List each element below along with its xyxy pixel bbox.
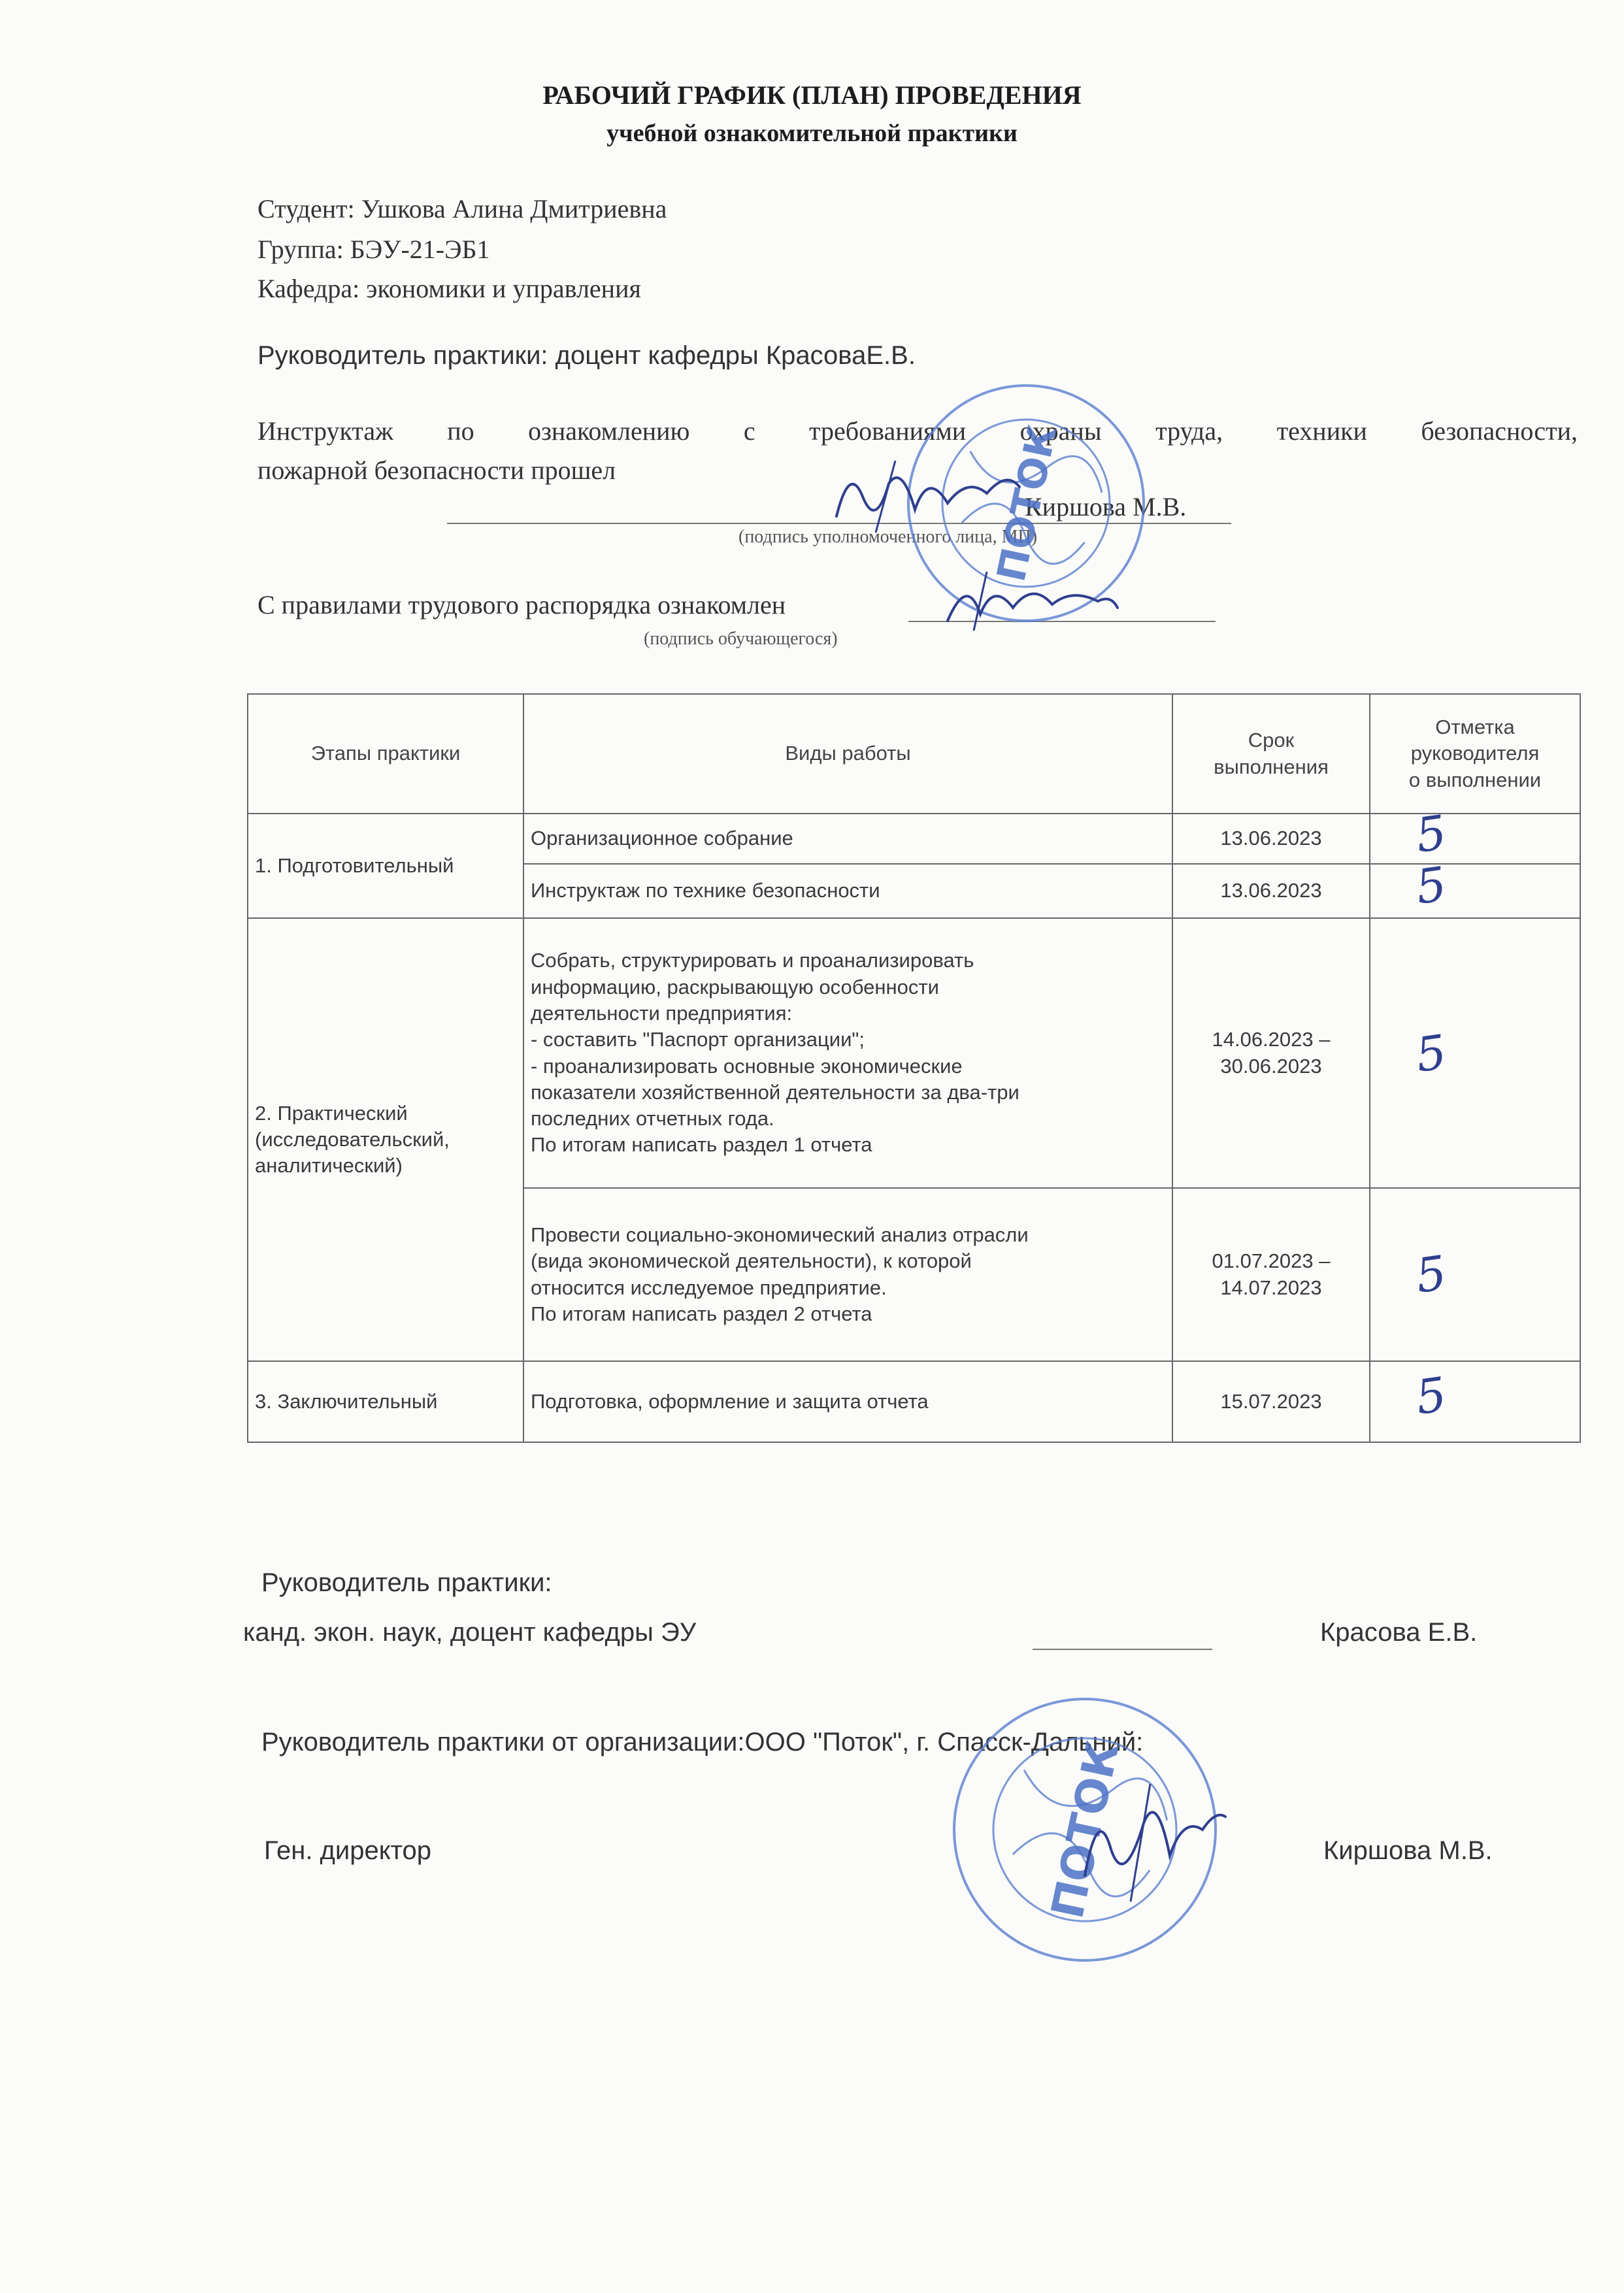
grade-mark: 5 [1412,856,1450,915]
stage-cell: 2. Практический (исследовательский, аналитический) [248,918,523,1361]
term-cell: 15.07.2023 [1172,1361,1370,1442]
mark-cell [1370,1361,1580,1442]
grade-mark: 5 [1412,804,1450,863]
term-cell: 13.06.2023 [1172,864,1370,918]
student-department: Кафедра: экономики и управления [257,274,641,303]
supervisor-line: Руководитель практики: доцент кафедры КрасоваЕ.В. [257,341,916,370]
work-cell: Организационное собрание [523,814,1172,864]
work-cell: Провести социально-экономический анализ отрасли (вида экономической деятельности), к которой относится исследуемое предприятие. По итогам написать раздел 2 отчета [523,1188,1172,1361]
term-cell: 13.06.2023 [1172,814,1370,864]
practice-plan-table [247,693,1581,1443]
rules-caption: (подпись обучающегося) [644,629,838,649]
footer-director-label: Ген. директор [264,1836,432,1865]
signature-briefing [823,457,1046,536]
grade-mark: 5 [1412,1366,1450,1425]
briefing-caption: (подпись уполномоченного лица, МП) [738,527,1038,547]
footer-supervisor-title: канд. экон. наук, доцент кафедры ЭУ [243,1618,697,1647]
footer-supervisor-name: Красова Е.В. [1320,1618,1478,1647]
header-stage: Этапы практики [248,694,523,814]
briefing-signer: Киршова М.В. [1025,492,1187,521]
briefing-text-line2: пожарной безопасности прошел [257,455,616,485]
term-cell: 14.06.2023 – 30.06.2023 [1172,918,1370,1188]
briefing-text-line1: Инструктаж по ознакомлению с требованиями охраны труда, техники безопасности, [257,416,1578,446]
table-row [248,1361,1580,1442]
rules-text: С правилами трудового распорядка ознакомлен [257,590,786,619]
table-row [248,814,1580,864]
header-mark: Отметка руководителя о выполнении [1370,694,1580,814]
student-group: Группа: БЭУ-21-ЭБ1 [257,235,490,264]
mark-cell [1370,856,1580,918]
term-cell: 01.07.2023 – 14.07.2023 [1172,1188,1370,1361]
stamp-company-name: ПОТОК [988,421,1067,586]
signature-director [1072,1777,1229,1908]
student-name: Студент: Ушкова Алина Дмитриевна [257,194,667,223]
mark-cell [1370,804,1580,864]
stamp-company-name: ПОТОК [1042,1736,1130,1923]
work-cell: Собрать, структурировать и проанализировать информацию, раскрывающую особенности деятельности предприятия: - составить "Паспорт организации"; - проанализировать основные экономические показатели хозяйственной деятельности за два-три последних отчетных года. По итогам написать раздел 1 отчета [523,918,1172,1188]
work-cell: Подготовка, оформление и защита отчета [523,1361,1172,1442]
header-work: Виды работы [523,694,1172,814]
signature-student [941,569,1124,634]
table-row [248,918,1580,1188]
grade-mark: 5 [1412,1245,1450,1304]
mark-cell [1370,918,1580,1188]
footer-supervisor-label: Руководитель практики: [261,1568,552,1597]
document-subtitle: учебной ознакомительной практики [606,120,1018,147]
stage-cell: 1. Подготовительный [248,814,523,918]
grade-mark: 5 [1412,1024,1450,1083]
footer-director-name: Киршова М.В. [1323,1836,1493,1865]
stage-cell: 3. Заключительный [248,1361,523,1442]
footer-supervisor-signature-line [1033,1649,1212,1650]
document-title: РАБОЧИЙ ГРАФИК (ПЛАН) ПРОВЕДЕНИЯ [542,80,1082,110]
work-cell: Инструктаж по технике безопасности [523,864,1172,918]
mark-cell [1370,1188,1580,1361]
footer-org-supervisor-line: Руководитель практики от организации:ООО "Поток", г. Спасск-Дальний: [261,1728,1144,1757]
table-header-row [248,694,1580,814]
header-term: Срок выполнения [1172,694,1370,814]
